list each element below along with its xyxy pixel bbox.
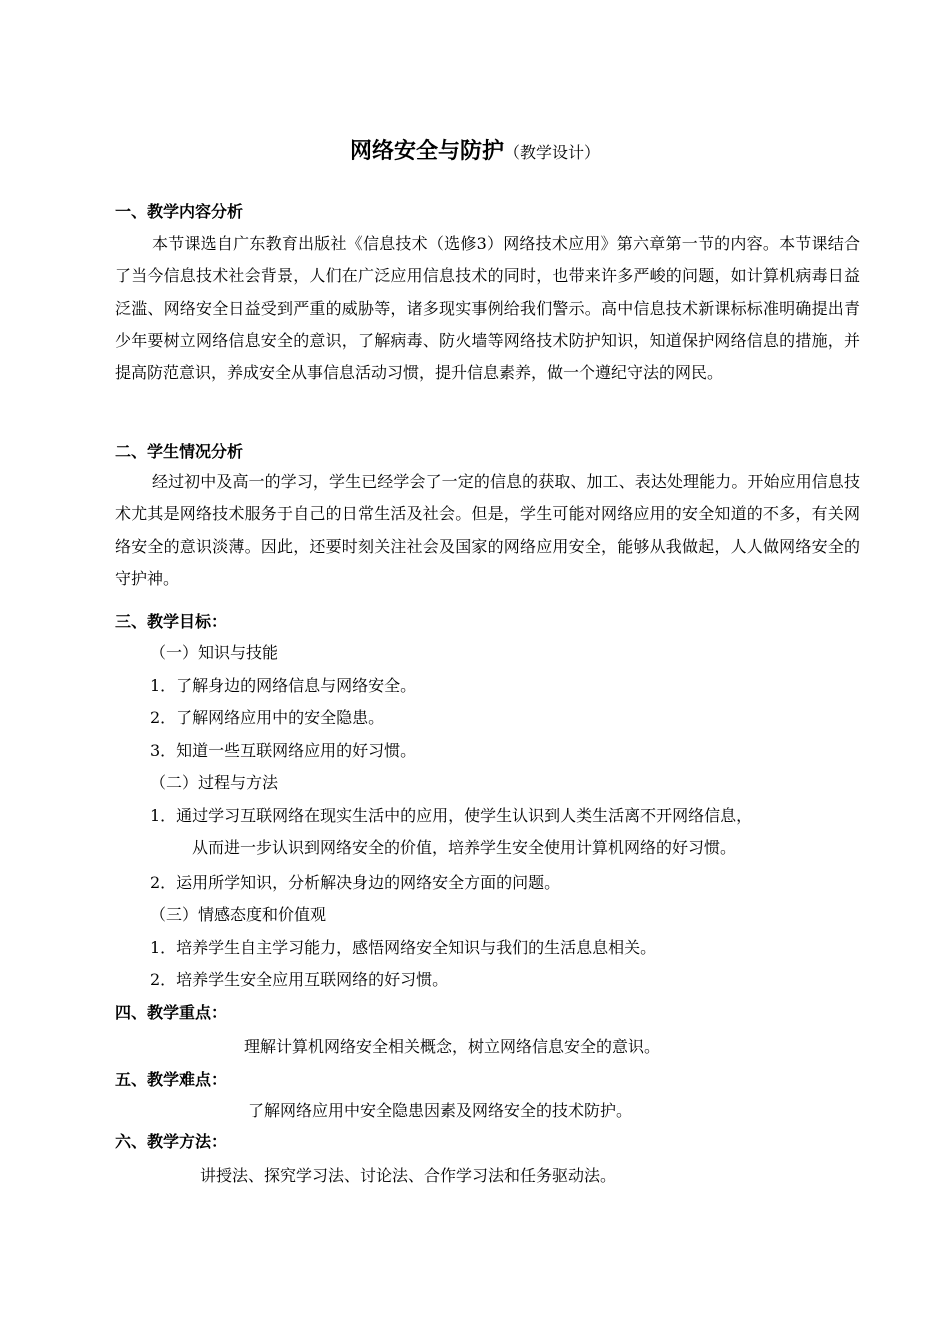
difficulties-text: 了解网络应用中安全隐患因素及网络安全的技术防护。	[248, 1101, 633, 1120]
content-analysis-paragraph: 本节课选自广东教育出版社《信息技术（选修3）网络技术应用》第六章第一节的内容。本节课结合了当今信息技术社会背景，人们在广泛应用信息技术的同时，也带来许多严峻的问题，如计算机病毒日益泛滥、网络安全日益受到严重的威胁等，诸多现实事例给我们警示。高中信息技术新课标标准明确提出青少年要树立网络信息安全的意识，了解病毒、防火墙等网络技术防护知识，知道保护网络信息的措施，并提高防范意识，养成安全从事信息活动习惯，提升信息素养，做一个遵纪守法的网民。	[115, 234, 860, 383]
page-title	[0, 136, 950, 168]
key-points-text: 理解计算机网络安全相关概念，树立网络信息安全的意识。	[244, 1037, 661, 1056]
section-heading-student-analysis: 二、学生情况分析	[115, 442, 244, 461]
title-subtitle: （教学设计）	[504, 143, 601, 162]
section-heading-objectives: 三、教学目标：	[115, 612, 228, 631]
methods-text: 讲授法、探究学习法、讨论法、合作学习法和任务驱动法。	[200, 1166, 617, 1185]
objective-item: 3．知道一些互联网络应用的好习惯。	[150, 741, 417, 760]
section-heading-methods: 六、教学方法：	[115, 1132, 228, 1151]
title-main: 网络安全与防护	[349, 138, 504, 164]
student-analysis-paragraph: 经过初中及高一的学习，学生已经学会了一定的信息的获取、加工、表达处理能力。开始应用信息技术尤其是网络技术服务于自己的日常生活及社会。但是，学生可能对网络应用的安全知道的不多，有关网络安全的意识淡薄。因此，还要时刻关注社会及国家的网络应用安全，能够从我做起，人人做网络安全的守护神。	[115, 472, 860, 588]
objective-item: 2．了解网络应用中的安全隐患。	[150, 708, 385, 727]
section-heading-difficulties: 五、教学难点：	[115, 1070, 228, 1089]
objective-item: 1．了解身边的网络信息与网络安全。	[150, 676, 417, 695]
objective-item-line: 1．通过学习互联网络在现实生活中的应用，使学生认识到人类生活离不开网络信息，	[150, 806, 753, 825]
objective-group-process: （二）过程与方法	[150, 773, 279, 792]
objective-item: 2．培养学生安全应用互联网络的好习惯。	[150, 970, 449, 989]
section-heading-content-analysis: 一、教学内容分析	[115, 202, 244, 221]
objective-item: 1．培养学生自主学习能力，感悟网络安全知识与我们的生活息息相关。	[150, 938, 657, 957]
objective-item-line: 从而进一步认识到网络安全的价值，培养学生安全使用计算机网络的好习惯。	[192, 838, 737, 857]
objective-item: 2．运用所学知识，分析解决身边的网络安全方面的问题。	[150, 873, 561, 892]
objective-item-multiline	[150, 800, 865, 864]
objective-group-attitude: （三）情感态度和价值观	[150, 905, 327, 924]
section-heading-key-points: 四、教学重点：	[115, 1003, 228, 1022]
objective-group-knowledge: （一）知识与技能	[150, 643, 279, 662]
